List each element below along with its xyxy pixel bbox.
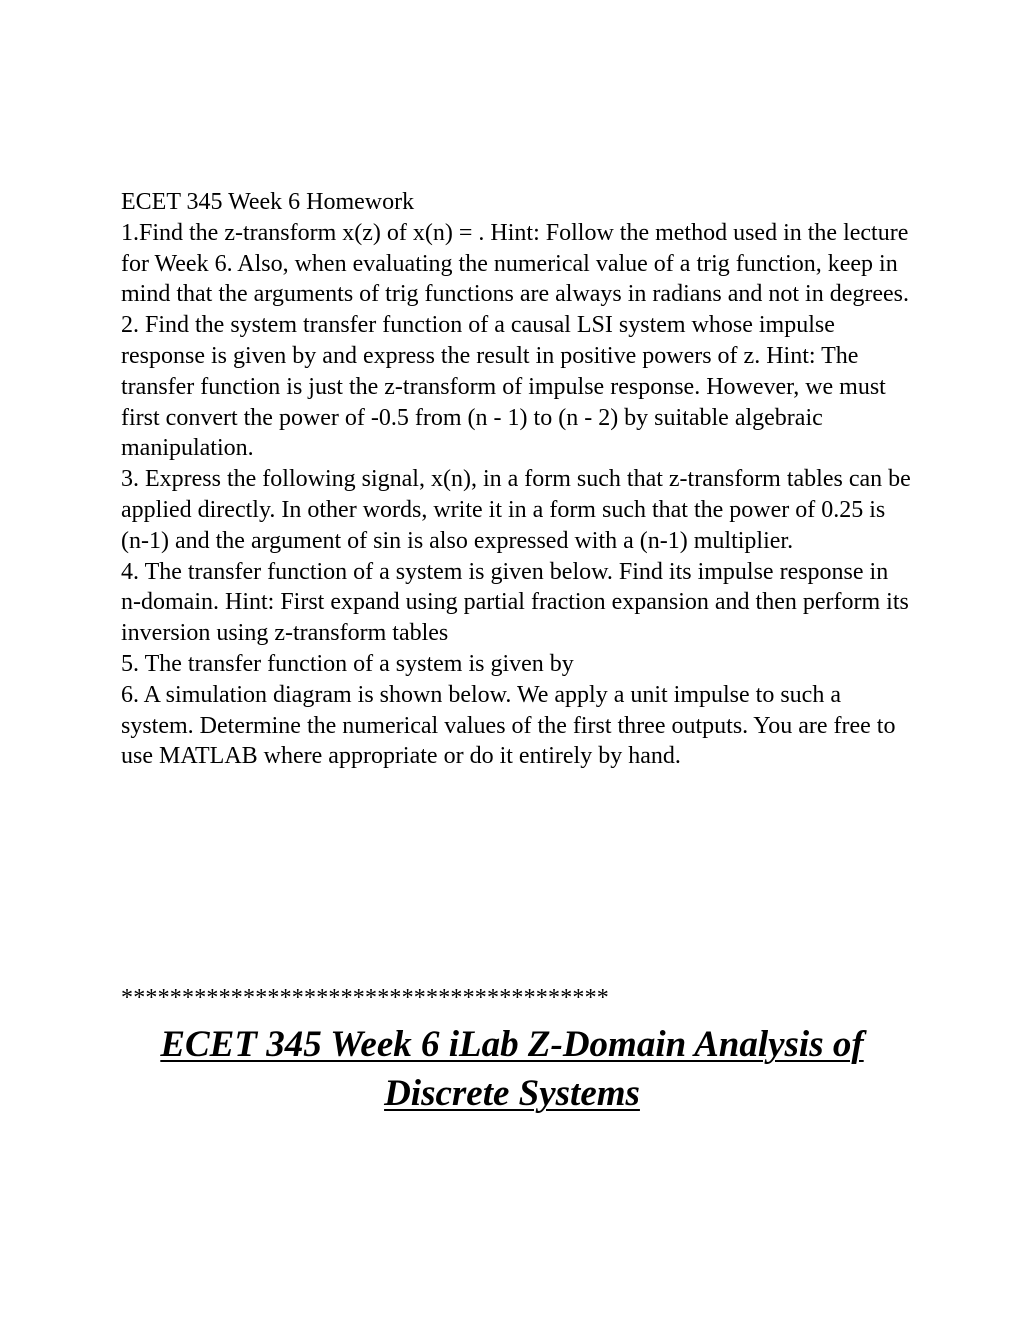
homework-heading: ECET 345 Week 6 Homework bbox=[121, 189, 415, 215]
question-3: 3. Express the following signal, x(n), in a form such that z-transform tables can be applied directly. In other words, write it in a form such that the power of 0.25 is (n-1) and the argument of sin is also expressed with a (n-1) multiplier. bbox=[121, 466, 911, 554]
question-4: 4. The transfer function of a system is given below. Find its impulse response in n-domain. Hint: First expand using partial fraction expansion and then perform its inversion using z-transform tables bbox=[121, 558, 909, 647]
homework-body bbox=[121, 187, 911, 772]
question-5: 5. The transfer function of a system is given by bbox=[121, 650, 574, 677]
question-1: 1.Find the z-transform x(z) of x(n) = . Hint: Follow the method used in the lecture for Week 6. Also, when evaluating the numerical value of a trig function, keep in mind that the arguments of trig functions are always in radians and not in degrees. bbox=[121, 219, 910, 308]
question-6: 6. A simulation diagram is shown below. We apply a unit impulse to such a system. Determine the numerical values of the first three outputs. You are free to use MATLAB where appropriate or do it entirely by hand. bbox=[121, 681, 896, 770]
lab-title: ECET 345 Week 6 iLab Z-Domain Analysis of Discrete Systems bbox=[160, 1024, 864, 1114]
asterisk-separator: **************************************** bbox=[121, 985, 609, 1011]
question-2: 2. Find the system transfer function of a causal LSI system whose impulse response is given by and express the result in positive powers of z. Hint: The transfer function is just the z-transform of impulse response. However, we must first convert the power of -0.5 from (n - 1) to (n - 2) by suitable algebraic manipulation. bbox=[121, 312, 886, 462]
